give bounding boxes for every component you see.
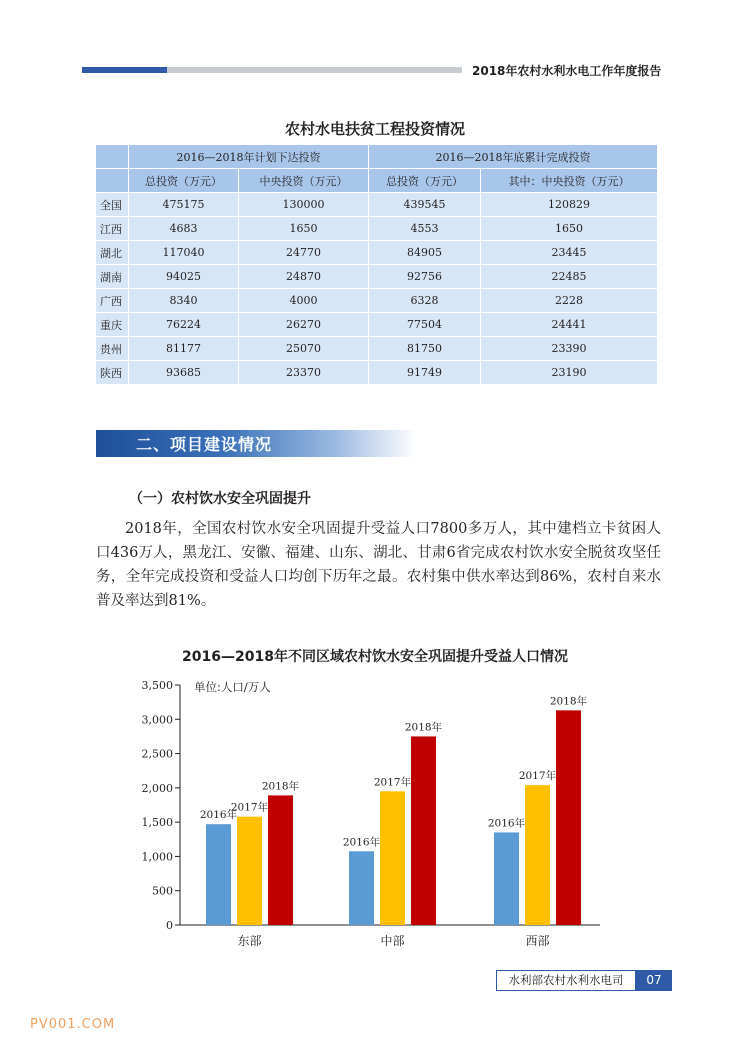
table-row xyxy=(96,241,658,265)
table-row xyxy=(96,289,658,313)
table-cell: 92756 xyxy=(369,265,481,289)
subsection-title: （一）农村饮水安全巩固提升 xyxy=(129,491,311,507)
bar-label: 2018年 xyxy=(261,780,300,793)
table-cell: 2228 xyxy=(481,289,658,313)
bar-西部-2018年 xyxy=(556,710,581,925)
table-cell: 81177 xyxy=(129,337,239,361)
table-cell: 77504 xyxy=(369,313,481,337)
table-cell: 94025 xyxy=(129,265,239,289)
table-group-header-row xyxy=(96,145,658,169)
table-sub-header: 中央投资（万元） xyxy=(239,169,369,193)
y-tick-label: 3,500 xyxy=(141,679,173,692)
watermark: PV001.COM xyxy=(30,1017,116,1032)
page-number: 07 xyxy=(636,970,672,991)
table-row xyxy=(96,265,658,289)
bar-西部-2017年 xyxy=(525,785,550,925)
table-group-header: 2016—2018年底累计完成投资 xyxy=(369,145,658,169)
table-row xyxy=(96,361,658,385)
table-cell: 84905 xyxy=(369,241,481,265)
table-row xyxy=(96,337,658,361)
table-cell-province: 江西 xyxy=(96,217,129,241)
table-cell-province: 全国 xyxy=(96,193,129,217)
table-group-header: 2016—2018年计划下达投资 xyxy=(129,145,369,169)
table-sub-header: 其中：中央投资（万元） xyxy=(481,169,658,193)
table-cell-province: 广西 xyxy=(96,289,129,313)
bar-东部-2016年 xyxy=(206,824,231,925)
table-cell: 93685 xyxy=(129,361,239,385)
table-cell: 23370 xyxy=(239,361,369,385)
table-cell: 8340 xyxy=(129,289,239,313)
table-cell: 439545 xyxy=(369,193,481,217)
table-cell: 81750 xyxy=(369,337,481,361)
table-cell-province: 重庆 xyxy=(96,313,129,337)
bar-label: 2017年 xyxy=(373,776,412,789)
table-sub-header-row xyxy=(96,169,658,193)
bar-label: 2017年 xyxy=(230,801,269,814)
table-cell: 23190 xyxy=(481,361,658,385)
bar-label: 2018年 xyxy=(549,695,588,708)
table-row xyxy=(96,217,658,241)
table-header-corner xyxy=(96,145,129,169)
section-title: 二、项目建设情况 xyxy=(136,435,273,454)
x-category-label: 中部 xyxy=(380,934,405,948)
y-tick-label: 2,500 xyxy=(141,747,173,761)
table-cell: 22485 xyxy=(481,265,658,289)
bar-label: 2018年 xyxy=(404,721,443,734)
table-title: 农村水电扶贫工程投资情况 xyxy=(284,120,465,138)
table-cell: 23390 xyxy=(481,337,658,361)
bar-label: 2016年 xyxy=(487,817,526,830)
y-tick-label: 1,000 xyxy=(141,850,173,864)
table-cell-province: 湖南 xyxy=(96,265,129,289)
table-cell: 1650 xyxy=(239,217,369,241)
body-paragraph: 2018年，全国农村饮水安全巩固提升受益人口7800多万人，其中建档立卡贫困人口436万人，黑龙江、安徽、福建、山东、湖北、甘肃6省完成农村饮水安全脱贫攻坚任务，全年完成投资和受益人口均创下历年之最。农村集中供水率达到86%，农村自来水普及率达到81%。 xyxy=(96,521,661,609)
bar-label: 2017年 xyxy=(518,770,557,783)
bar-中部-2016年 xyxy=(349,851,374,925)
table-cell: 4683 xyxy=(129,217,239,241)
table-sub-header: 总投资（万元） xyxy=(129,169,239,193)
y-tick-label: 2,000 xyxy=(141,781,173,795)
table-cell: 23445 xyxy=(481,241,658,265)
footer-org: 水利部农村水利水电司 xyxy=(496,970,636,991)
table-cell: 130000 xyxy=(239,193,369,217)
table-cell: 120829 xyxy=(481,193,658,217)
y-tick-label: 3,000 xyxy=(141,713,173,727)
chart-title: 2016—2018年不同区域农村饮水安全巩固提升受益人口情况 xyxy=(182,649,568,665)
y-tick-label: 1,500 xyxy=(141,816,173,830)
bar-label: 2016年 xyxy=(342,836,381,849)
header-accent-bar xyxy=(82,67,167,73)
bar-label: 2016年 xyxy=(199,809,238,822)
table-row xyxy=(96,313,658,337)
table-cell: 475175 xyxy=(129,193,239,217)
table-cell: 4553 xyxy=(369,217,481,241)
table-cell-province: 陕西 xyxy=(96,361,129,385)
table-cell: 24441 xyxy=(481,313,658,337)
bar-西部-2016年 xyxy=(494,832,519,925)
table-cell-province: 湖北 xyxy=(96,241,129,265)
bar-中部-2017年 xyxy=(380,791,405,925)
table-row xyxy=(96,193,658,217)
table-cell: 24770 xyxy=(239,241,369,265)
bar-中部-2018年 xyxy=(411,736,436,925)
table-cell: 1650 xyxy=(481,217,658,241)
table-cell: 117040 xyxy=(129,241,239,265)
table-cell-province: 贵州 xyxy=(96,337,129,361)
investment-table xyxy=(95,144,658,385)
bar-东部-2017年 xyxy=(237,817,262,925)
header-rule xyxy=(167,67,462,73)
table-sub-header: 总投资（万元） xyxy=(369,169,481,193)
table-cell: 6328 xyxy=(369,289,481,313)
header-title: 2018年农村水利水电工作年度报告 xyxy=(472,64,662,78)
table-cell: 4000 xyxy=(239,289,369,313)
y-tick-label: 0 xyxy=(166,919,173,932)
population-bar-chart xyxy=(130,672,600,957)
bar-东部-2018年 xyxy=(268,795,293,925)
table-cell: 24870 xyxy=(239,265,369,289)
table-cell: 76224 xyxy=(129,313,239,337)
table-cell: 25070 xyxy=(239,337,369,361)
table-cell: 26270 xyxy=(239,313,369,337)
x-category-label: 东部 xyxy=(237,934,262,948)
y-tick-label: 500 xyxy=(152,884,173,898)
table-cell: 91749 xyxy=(369,361,481,385)
x-category-label: 西部 xyxy=(525,934,550,948)
table-header-corner xyxy=(96,169,129,193)
chart-unit-label: 单位:人口/万人 xyxy=(194,680,271,694)
